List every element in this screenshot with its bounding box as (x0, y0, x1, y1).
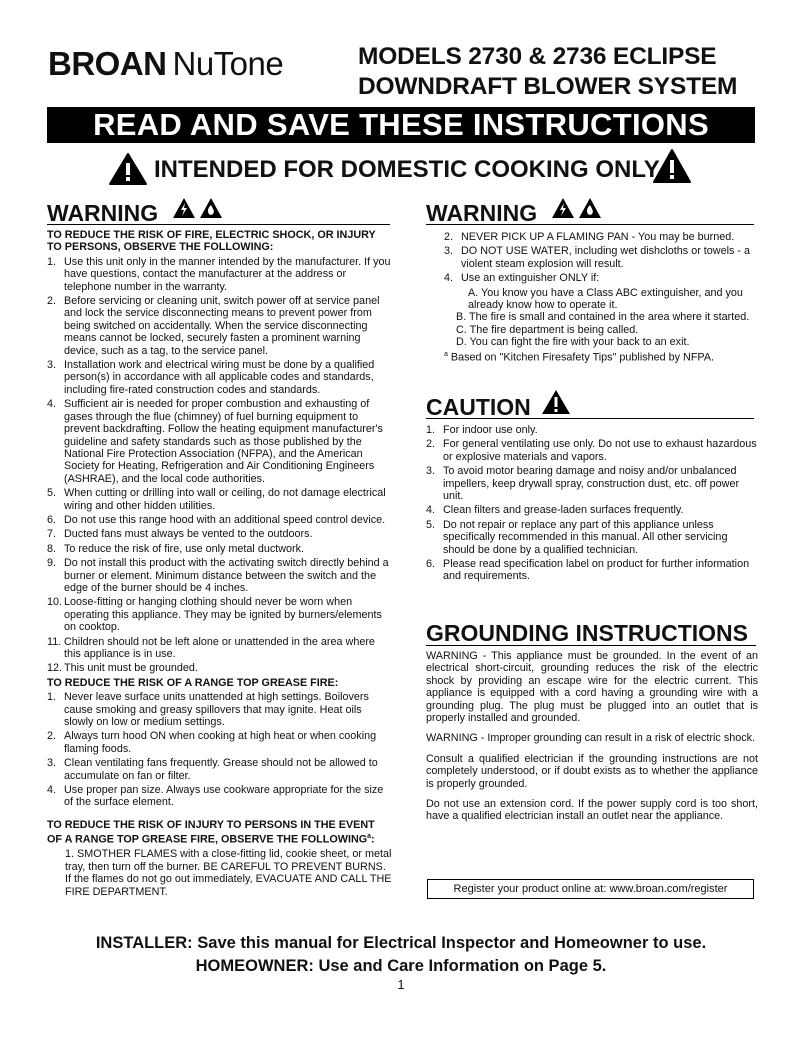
caution-item-number: 5. (426, 518, 436, 531)
caution-item-number: 1. (426, 424, 436, 436)
fire-hazard-icon (199, 197, 223, 219)
warning-item-number: 2. (47, 295, 57, 308)
caution-item-number: 6. (426, 558, 436, 571)
left-warning-rule (47, 224, 390, 225)
warning-triangle-icon (652, 148, 692, 184)
right-warning-list (426, 231, 772, 285)
caution-block (426, 424, 760, 585)
left-warning-intro: TO REDUCE THE RISK OF FIRE, ELECTRIC SHOCK, OR INJURY TO PERSONS, OBSERVE THE FOLLOWING: (47, 229, 376, 254)
warning-item-number: 4. (47, 398, 57, 411)
warning-item-number: 12. (47, 662, 63, 675)
grease-fire-heading: TO REDUCE THE RISK OF A RANGE TOP GREASE FIRE: (47, 676, 339, 689)
caution-item-text: For indoor use only. (443, 424, 538, 436)
electric-shock-icon (551, 197, 575, 219)
grease-item-text: Clean ventilating fans frequently. Grease should not be allowed to accumulate on fan or filter. (64, 757, 378, 782)
read-save-banner: READ AND SAVE THESE INSTRUCTIONS (47, 107, 755, 143)
warning-item-number: 1. (47, 255, 57, 268)
caution-item (426, 519, 760, 556)
grease-item (47, 691, 392, 728)
warning-item (444, 245, 772, 270)
extinguisher-condition-b: B. The fire is small and contained in the area where it started. (456, 311, 750, 324)
nutone-logo: NuTone (172, 45, 284, 82)
caution-item (426, 438, 760, 463)
right-warning-title: WARNING (426, 200, 538, 226)
warning-item-text: NEVER PICK UP A FLAMING PAN - You may be burned. (461, 231, 735, 243)
warning-item-number: 4. (444, 272, 454, 285)
warning-item (47, 398, 392, 485)
right-warning-rule (426, 224, 754, 225)
caution-item-number: 4. (426, 504, 436, 517)
caution-rule (426, 418, 754, 419)
model-title-line2: DOWNDRAFT BLOWER SYSTEM (358, 73, 738, 100)
warning-item (47, 256, 392, 293)
warning-item-number: 8. (47, 542, 57, 555)
register-product-box: Register your product online at: www.broan.com/register (427, 879, 754, 899)
caution-triangle-icon (541, 389, 571, 415)
caution-item-text: To avoid motor bearing damage and noisy and/or unbalanced impellers, keep drywall spray, construction dust, etc. off power unit. (443, 465, 740, 503)
grounding-block (426, 650, 758, 831)
warning-item (444, 272, 772, 284)
warning-item-text: Loose-fitting or hanging clothing should never be worn when operating this appliance. They may be ignited by burners/elements on cooktop. (64, 596, 382, 634)
homeowner-note: HOMEOWNER: Use and Care Information on Page 5. (195, 957, 607, 975)
model-title-line1: MODELS 2730 & 2736 ECLIPSE (358, 43, 717, 70)
caution-item-number: 3. (426, 465, 436, 478)
fire-hazard-icon (578, 197, 602, 219)
warning-item (47, 557, 392, 594)
model-title (358, 42, 737, 102)
warning-item (47, 596, 392, 633)
caution-item-text: Please read specification label on product for further information and requirements. (443, 558, 750, 583)
nfpa-footnote (426, 349, 772, 364)
warning-item (47, 514, 392, 526)
grounding-rule (426, 645, 756, 646)
grease-item (47, 784, 392, 809)
warning-item-text: Before servicing or cleaning unit, switch power off at service panel and lock the service disconnecting means to prevent power from being switched on accidentally. When the service disconnecting means cannot be locked, securely fasten a prominent warning device, such as a tag, to the service panel. (64, 295, 380, 357)
injury-heading-text: TO REDUCE THE RISK OF INJURY TO PERSONS IN THE EVENT OF A RANGE TOP GREASE FIRE, OBSERVE THE FOLLOWING (47, 818, 375, 846)
warning-item-text: Do not use this range hood with an additional speed control device. (64, 513, 386, 526)
footnote-text: Based on "Kitchen Firesafety Tips" published by NFPA. (450, 351, 715, 364)
grease-item-text: Always turn hood ON when cooking at high heat or when cooking flaming foods. (64, 730, 377, 755)
warning-item-text: Use an extinguisher ONLY if: (461, 272, 600, 285)
warning-item (47, 528, 392, 540)
warning-triangle-icon (108, 152, 148, 186)
electric-shock-icon (172, 197, 196, 219)
warning-item-text: Children should not be left alone or unattended in the area where this appliance is in use. (64, 635, 375, 660)
grease-item-text: Never leave surface units unattended at high settings. Boilovers cause smoking and greasy spillovers that may ignite. Heat oils slowly on low or medium settings. (64, 691, 369, 729)
injury-heading (47, 819, 392, 846)
warning-item (47, 543, 392, 555)
injury-heading-colon: : (371, 833, 375, 846)
warning-item (444, 231, 772, 243)
caution-item (426, 424, 760, 436)
caution-title: CAUTION (426, 394, 531, 420)
extinguisher-condition-d: D. You can fight the fire with your back to an exit. (456, 336, 690, 349)
warning-item (47, 295, 392, 357)
warning-item-text: When cutting or drilling into wall or ceiling, do not damage electrical wiring and other hidden utilities. (64, 487, 386, 512)
warning-item-text: Ducted fans must always be vented to the outdoors. (64, 528, 313, 541)
grounding-paragraph-1: WARNING - This appliance must be grounded. In the event of an electrical short-circuit, grounding reduces the risk of the electric shock by providing an escape wire for the electric current. This appliance is equipped with a cord having a grounding wire with a grounding plug. The plug must be plugged into an outlet that is properly installed and grounded. (426, 650, 758, 725)
caution-item-number: 2. (426, 438, 436, 451)
warning-item-number: 3. (444, 245, 454, 258)
right-warning-block (426, 231, 772, 364)
domestic-notice (108, 150, 698, 188)
warning-item (47, 359, 392, 396)
grounding-paragraph-4: Do not use an extension cord. If the power supply cord is too short, have a qualified electrician install an outlet near the appliance. (426, 798, 758, 823)
warning-item-text: Use this unit only in the manner intended by the manufacturer. If you have questions, contact the manufacturer at the address or telephone number in the warranty. (64, 255, 391, 293)
caution-item (426, 558, 760, 583)
caution-item-text: Clean filters and grease-laden surfaces frequently. (443, 504, 684, 517)
grease-item-number: 3. (47, 757, 57, 770)
left-column (47, 229, 392, 898)
grease-item-number: 4. (47, 784, 57, 797)
caution-list (426, 424, 760, 583)
grease-item (47, 757, 392, 782)
footnote-mark: a (444, 350, 448, 358)
warning-item-number: 11. (47, 635, 62, 648)
domestic-notice-text: INTENDED FOR DOMESTIC COOKING ONLY (154, 156, 660, 183)
caution-item-text: For general ventilating use only. Do not use to exhaust hazardous or explosive materials and vapors. (443, 438, 757, 463)
warning-item-number: 6. (47, 513, 57, 526)
grounding-paragraph-3: Consult a qualified electrician if the grounding instructions are not completely understood, or if doubt exists as to whether the appliance is properly grounded. (426, 752, 758, 790)
grounding-paragraph-2: WARNING - Improper grounding can result in a risk of electric shock. (426, 732, 756, 745)
warning-item (47, 636, 392, 661)
extinguisher-condition-c: C. The fire department is being called. (456, 323, 639, 336)
warning-item (47, 662, 392, 674)
warning-item-text: DO NOT USE WATER, including wet dishcloths or towels - a violent steam explosion will result. (461, 245, 751, 270)
warning-item-number: 5. (47, 487, 57, 500)
caution-item-text: Do not repair or replace any part of this appliance unless specifically recommended in this manual. All other servicing should be done by a qualified technician. (443, 518, 728, 556)
warning-item-number: 2. (444, 231, 454, 243)
warning-item-text: Sufficient air is needed for proper combustion and exhausting of gases through the flue (chimney) of fuel burning equipment to prevent backdrafting. Follow the heating equipment manufacturer's guideline and safety standards such as those published by the National Fire Protection Association (NFPA), and the American Society for Heating, Refrigeration and Air Conditioning Engineers (ASHRAE), and the local code authorities. (64, 398, 383, 485)
warning-item-number: 9. (47, 557, 57, 570)
grounding-title: GROUNDING INSTRUCTIONS (426, 620, 748, 646)
warning-item-number: 3. (47, 359, 57, 372)
warning-item-number: 7. (47, 528, 57, 541)
caution-item (426, 465, 760, 502)
injury-footnote-mark: a (367, 833, 372, 841)
broan-logo: BROAN (48, 45, 167, 82)
grease-item-number: 1. (47, 691, 57, 704)
extinguisher-condition-a: A. You know you have a Class ABC extinguisher, and you already know how to operate it. (468, 286, 743, 312)
grease-item-text: Use proper pan size. Always use cookware appropriate for the size of the surface element. (64, 784, 384, 809)
warning-item-text: Installation work and electrical wiring must be done by a qualified person(s) in accordance with all applicable codes and standards, including fire-rated construction codes and standards. (64, 359, 375, 396)
left-warning-list (47, 256, 392, 675)
page-number: 1 (397, 977, 405, 992)
smother-flames-item: 1. SMOTHER FLAMES with a close-fitting lid, cookie sheet, or metal tray, then turn off the burner. BE CAREFUL TO PREVENT BURNS. If the flames do not go out immediately, EVACUATE AND CALL THE FIRE DEPARTMENT. (65, 848, 392, 898)
grease-fire-list (47, 691, 392, 809)
grease-item-number: 2. (47, 730, 57, 743)
warning-item-text: This unit must be grounded. (64, 662, 198, 675)
grease-item (47, 730, 392, 755)
installer-note: INSTALLER: Save this manual for Electrical Inspector and Homeowner to use. (95, 934, 707, 952)
warning-item (47, 487, 392, 512)
brand-logo (48, 45, 283, 83)
warning-item-text: Do not install this product with the activating switch directly behind a burner or element. Minimum distance between the switch and the edge of the burner should be 4 inches. (64, 557, 389, 594)
caution-item (426, 504, 760, 516)
left-warning-title: WARNING (47, 200, 159, 226)
warning-item-text: To reduce the risk of fire, use only metal ductwork. (64, 542, 305, 555)
warning-item-number: 10. (47, 596, 63, 609)
